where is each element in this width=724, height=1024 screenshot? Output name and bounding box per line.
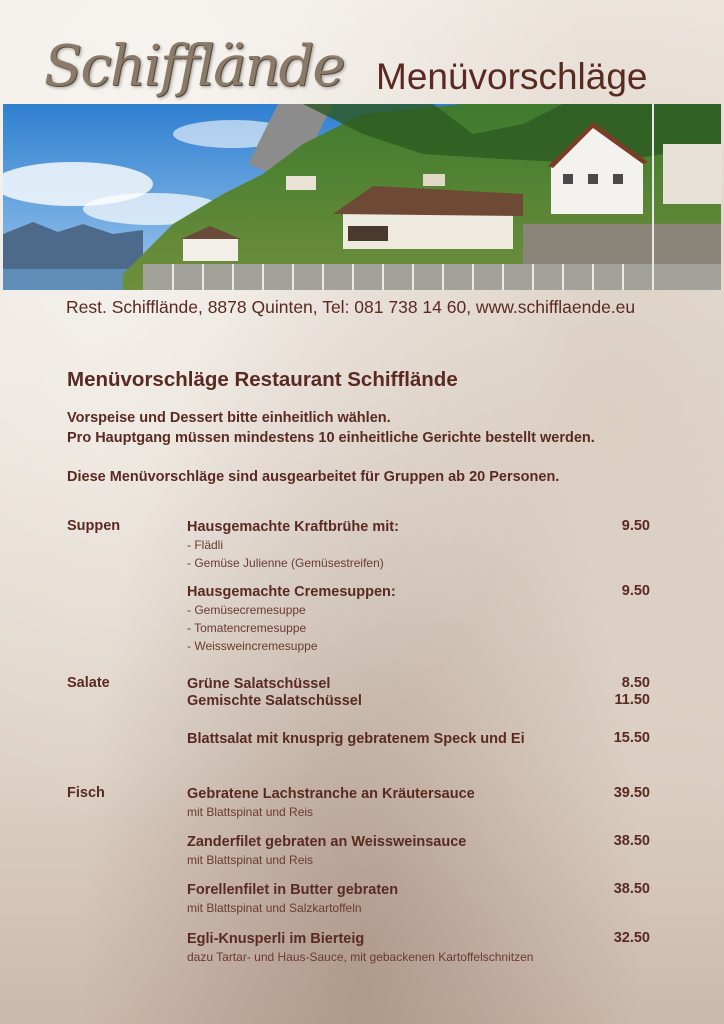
intro-line-2: Pro Hauptgang müssen mindestens 10 einheitliche Gerichte bestellt werden. [67,430,595,446]
page-heading: Menüvorschläge [376,56,648,97]
item-detail: - Flädli [187,538,224,552]
menu-item [187,675,650,693]
menu-item [187,730,650,748]
item-price: 38.50 [613,881,650,897]
item-name: Hausgemachte Kraftbrühe mit: [187,519,399,535]
menu-item [187,930,650,966]
item-name: Forellenfilet in Butter gebraten [187,882,399,898]
menu-title: Menüvorschläge Restaurant Schifflände [67,368,458,391]
item-price: 38.50 [613,833,650,849]
item-price: 15.50 [613,730,650,746]
intro-line-1: Vorspeise und Dessert bitte einheitlich wählen. [67,410,391,426]
header [0,0,724,104]
item-detail: - Tomatencremesuppe [187,621,307,635]
item-name: Zanderfilet gebraten an Weissweinsauce [187,834,467,850]
item-price: 9.50 [621,583,650,599]
category-fisch: Fisch [67,785,105,801]
menu-item [187,785,650,821]
photo-illustration [3,104,721,290]
category-suppen: Suppen [67,518,121,534]
item-detail: mit Blattspinat und Salzkartoffeln [187,901,362,915]
item-name: Blattsalat mit knusprig gebratenem Speck und Ei [187,731,525,747]
restaurant-logo: Schifflände [44,34,344,99]
item-price: 8.50 [621,675,650,691]
item-name: Egli-Knusperli im Bierteig [187,931,365,947]
menu-item [187,881,650,917]
item-price: 11.50 [614,692,650,708]
restaurant-address: Rest. Schifflände, 8878 Quinten, Tel: 081 738 14 60, www.schifflaende.eu [66,297,636,317]
item-price: 39.50 [613,785,650,801]
item-detail: mit Blattspinat und Reis [187,853,314,867]
item-detail: - Gemüsecremesuppe [187,603,306,617]
item-detail: dazu Tartar- und Haus-Sauce, mit gebackenen Kartoffelschnitzen [187,950,534,964]
intro-text [67,408,667,487]
item-name: Gebratene Lachstranche an Kräutersauce [187,786,475,802]
item-detail: - Weissweincremesuppe [187,639,318,653]
menu-item [187,583,650,655]
menu-item [187,518,650,572]
item-name: Gemischte Salatschüssel [187,693,362,709]
item-name: Hausgemachte Cremesuppen: [187,584,396,600]
intro-line-3: Diese Menüvorschläge sind ausgearbeitet für Gruppen ab 20 Personen. [67,469,560,485]
item-price: 9.50 [621,518,650,534]
item-price: 32.50 [613,930,650,946]
item-detail: mit Blattspinat und Reis [187,805,314,819]
menu-item [187,692,650,710]
lakeside-village-photo [3,104,721,290]
category-salate: Salate [67,675,110,691]
item-detail: - Gemüse Julienne (Gemüsestreifen) [187,556,384,570]
menu-item [187,833,650,869]
item-name: Grüne Salatschüssel [187,676,331,692]
